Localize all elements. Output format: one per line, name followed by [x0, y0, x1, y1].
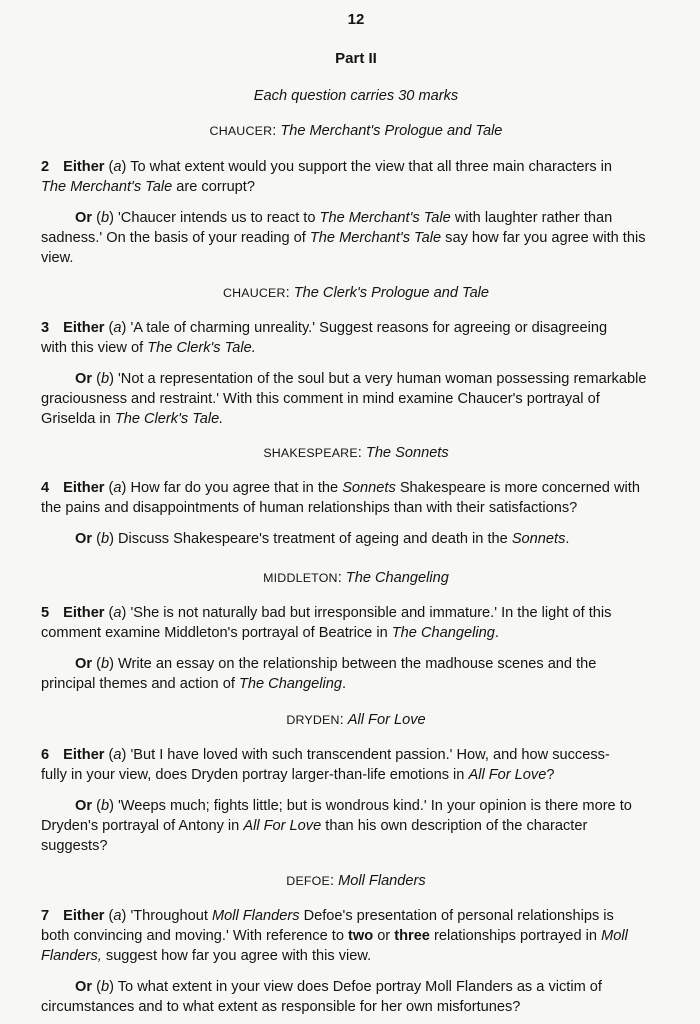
q2-b-text: 'Chaucer intends us to react to: [118, 210, 320, 226]
q3-b-line3: [41, 409, 671, 429]
section-work: The Sonnets: [365, 445, 449, 461]
question-number: 7: [41, 908, 50, 924]
work-title: The Merchant's Tale: [309, 230, 442, 246]
q6-a-text: 'But I have loved with such transcendent passion.' How, and how success-: [130, 747, 610, 763]
q5-b-text3: .: [342, 676, 347, 692]
q6-b-text3: than his own description of the character: [321, 818, 588, 834]
q7-b-line2: circumstances and to what extent as responsible for her own misfortunes?: [41, 999, 521, 1015]
section-author: SHAKESPEARE: [263, 446, 358, 460]
question-number: 4: [41, 480, 50, 496]
q3-a-text: 'A tale of charming unreality.' Suggest reasons for agreeing or disagreeing: [130, 320, 608, 336]
work-title: The Clerk's Tale.: [114, 411, 224, 427]
either-label: Either: [63, 747, 105, 763]
q2-b-line2: [41, 228, 671, 248]
or-label: Or: [75, 798, 93, 814]
or-label: Or: [75, 531, 93, 547]
question-number: 2: [41, 159, 50, 175]
work-title: The Changeling: [391, 625, 495, 641]
section-author: DRYDEN: [286, 713, 340, 727]
q3-a-text2: with this view of: [41, 340, 148, 356]
q3-b-text: 'Not a representation of the soul but a very human woman possessing remarkable: [118, 371, 647, 387]
section-work: The Merchant's Prologue and Tale: [280, 123, 503, 139]
q6-a-text2: fully in your view, does Dryden portray larger-than-life emotions in: [41, 767, 469, 783]
q3-a-line1: 3 Either (a) 'A tale of charming unreality.' Suggest reasons for agreeing or disagreeing: [41, 320, 608, 336]
part-title: Part II: [335, 50, 377, 67]
section-heading: CHAUCER: The Merchant's Prologue and Tale: [209, 123, 503, 139]
q2-a-line2: [41, 177, 671, 197]
work-title: The Clerk's Tale.: [147, 340, 256, 356]
q2-b-text4: say how far you agree with this: [441, 230, 646, 246]
q2-b-text3: sadness.' On the basis of your reading of: [41, 230, 310, 246]
section-work: All For Love: [347, 712, 426, 728]
or-label: Or: [75, 210, 93, 226]
q5-a-text2: comment examine Middleton's portrayal of Beatrice in: [41, 625, 392, 641]
work-title: The Changeling: [238, 676, 342, 692]
q6-b-line3: suggests?: [41, 838, 108, 854]
either-label: Either: [63, 908, 105, 924]
q7-a-text2: Defoe's presentation of personal relationships is: [299, 908, 614, 924]
or-label: Or: [75, 371, 93, 387]
q5-a-line1: 5 Either (a) 'She is not naturally bad but irresponsible and immature.' In the light of this: [41, 605, 612, 621]
q3-a-line2: [41, 338, 671, 358]
q3-b-line2: graciousness and restraint.' With this comment in mind examine Chaucer's portrayal of: [41, 391, 600, 407]
q6-a-line1: 6 Either (a) 'But I have loved with such transcendent passion.' How, and how success-: [41, 747, 610, 763]
q7-b-text: To what extent in your view does Defoe portray Moll Flanders as a victim of: [117, 979, 602, 995]
work-title: All For Love: [468, 767, 547, 783]
question-number: 5: [41, 605, 50, 621]
page-number: 12: [347, 11, 365, 28]
q6-a-text3: ?: [546, 767, 555, 783]
section-heading: CHAUCER: The Clerk's Prologue and Tale: [222, 285, 490, 301]
section-author: CHAUCER: [209, 124, 273, 138]
q4-a-text2: Shakespeare is more concerned with: [395, 480, 640, 496]
section-heading: DEFOE: Moll Flanders: [286, 873, 426, 889]
marks-note-text: Each question carries 30 marks: [253, 88, 459, 104]
q4-a-line1: 4 Either (a) How far do you agree that in the Sonnets Shakespeare is more concerned with: [41, 480, 640, 496]
q7-a-text: 'Throughout: [130, 908, 212, 924]
work-title: The Merchant's Tale: [41, 179, 173, 195]
emphasis-two: two: [348, 928, 374, 944]
emphasis-three: three: [394, 928, 430, 944]
section-work: Moll Flanders: [338, 873, 426, 889]
q7-b-line1: Or (b) To what extent in your view does Defoe portray Moll Flanders as a victim of: [75, 979, 602, 995]
q2-b-line1: Or (b) 'Chaucer intends us to react to The Merchant's Tale with laughter rather than: [75, 210, 613, 226]
q3-b-text3: Griselda in: [41, 411, 115, 427]
q6-b-text2: Dryden's portrayal of Antony in: [41, 818, 244, 834]
q5-b-text: Write an essay on the relationship between the madhouse scenes and the: [118, 656, 597, 672]
q3-b-line1: Or (b) 'Not a representation of the soul but a very human woman possessing remarkable: [75, 371, 647, 387]
q6-b-line1: Or (b) 'Weeps much; fights little; but is wondrous kind.' In your opinion is there more to: [75, 798, 632, 814]
q7-a-text6: suggest how far you agree with this view.: [101, 948, 372, 964]
q2-b-text2: with laughter rather than: [450, 210, 613, 226]
q6-b-text: 'Weeps much; fights little; but is wondrous kind.' In your opinion is there more to: [118, 798, 632, 814]
q2-a-text2: are corrupt?: [172, 179, 255, 195]
either-label: Either: [63, 605, 105, 621]
q5-a-text: 'She is not naturally bad but irresponsible and immature.' In the light of this: [130, 605, 612, 621]
or-label: Or: [75, 656, 93, 672]
question-4: [41, 478, 671, 549]
question-number: 3: [41, 320, 50, 336]
work-title: The Merchant's Tale: [319, 210, 451, 226]
q2-a-line1: 2 Either (a) To what extent would you support the view that all three main characters in: [41, 159, 613, 175]
q7-a-text5: relationships portrayed in: [429, 928, 602, 944]
section-work: The Changeling: [345, 570, 449, 586]
section-heading: DRYDEN: All For Love: [286, 712, 426, 728]
q7-a-text4: or: [373, 928, 395, 944]
section-author: CHAUCER: [222, 286, 286, 300]
work-title: Moll: [601, 928, 628, 944]
q4-a-line2: the pains and disappointments of human relationships than with their satisfactions?: [41, 500, 578, 516]
section-author: MIDDLETON: [263, 571, 338, 585]
q5-b-line2: [41, 674, 671, 694]
work-title: Sonnets: [511, 531, 566, 547]
either-label: Either: [63, 159, 105, 175]
marks-note: [0, 86, 700, 106]
either-label: Either: [63, 320, 105, 336]
work-title: Flanders,: [41, 948, 102, 964]
section-heading: MIDDLETON: The Changeling: [263, 570, 449, 586]
section-author: DEFOE: [286, 874, 330, 888]
q4-b-text2: .: [565, 531, 570, 547]
or-label: Or: [75, 979, 93, 995]
section-heading: SHAKESPEARE: The Sonnets: [263, 445, 449, 461]
q6-a-line2: [41, 765, 671, 785]
q5-a-line2: [41, 623, 671, 643]
question-7: [41, 906, 671, 1017]
q4-b-line1: Or (b) Discuss Shakespeare's treatment of ageing and death in the Sonnets.: [75, 531, 570, 547]
q7-a-line3: [41, 946, 671, 966]
q7-a-line2: [41, 926, 671, 946]
q4-b-text: Discuss Shakespeare's treatment of ageing and death in the: [118, 531, 512, 547]
question-6: [41, 745, 671, 856]
section-work: The Clerk's Prologue and Tale: [293, 285, 490, 301]
q5-a-text3: .: [494, 625, 499, 641]
q7-a-line1: 7 Either (a) 'Throughout Moll Flanders Defoe's presentation of personal relationships is: [41, 908, 614, 924]
question-number: 6: [41, 747, 50, 763]
q7-a-text3: both convincing and moving.' With reference to: [41, 928, 348, 944]
question-2: [41, 157, 671, 268]
q4-a-text: How far do you agree that in the: [130, 480, 343, 496]
work-title: All For Love: [243, 818, 322, 834]
q5-b-text2: principal themes and action of: [41, 676, 239, 692]
q2-b-line3: view.: [41, 250, 74, 266]
question-3: [41, 318, 671, 429]
q6-b-line2: [41, 816, 671, 836]
q5-b-line1: Or (b) Write an essay on the relationship between the madhouse scenes and the: [75, 656, 597, 672]
work-title: Sonnets: [342, 480, 396, 496]
q2-a-text: To what extent would you support the view that all three main characters in: [130, 159, 613, 175]
either-label: Either: [63, 480, 105, 496]
work-title: Moll Flanders: [211, 908, 300, 924]
question-5: [41, 603, 671, 694]
